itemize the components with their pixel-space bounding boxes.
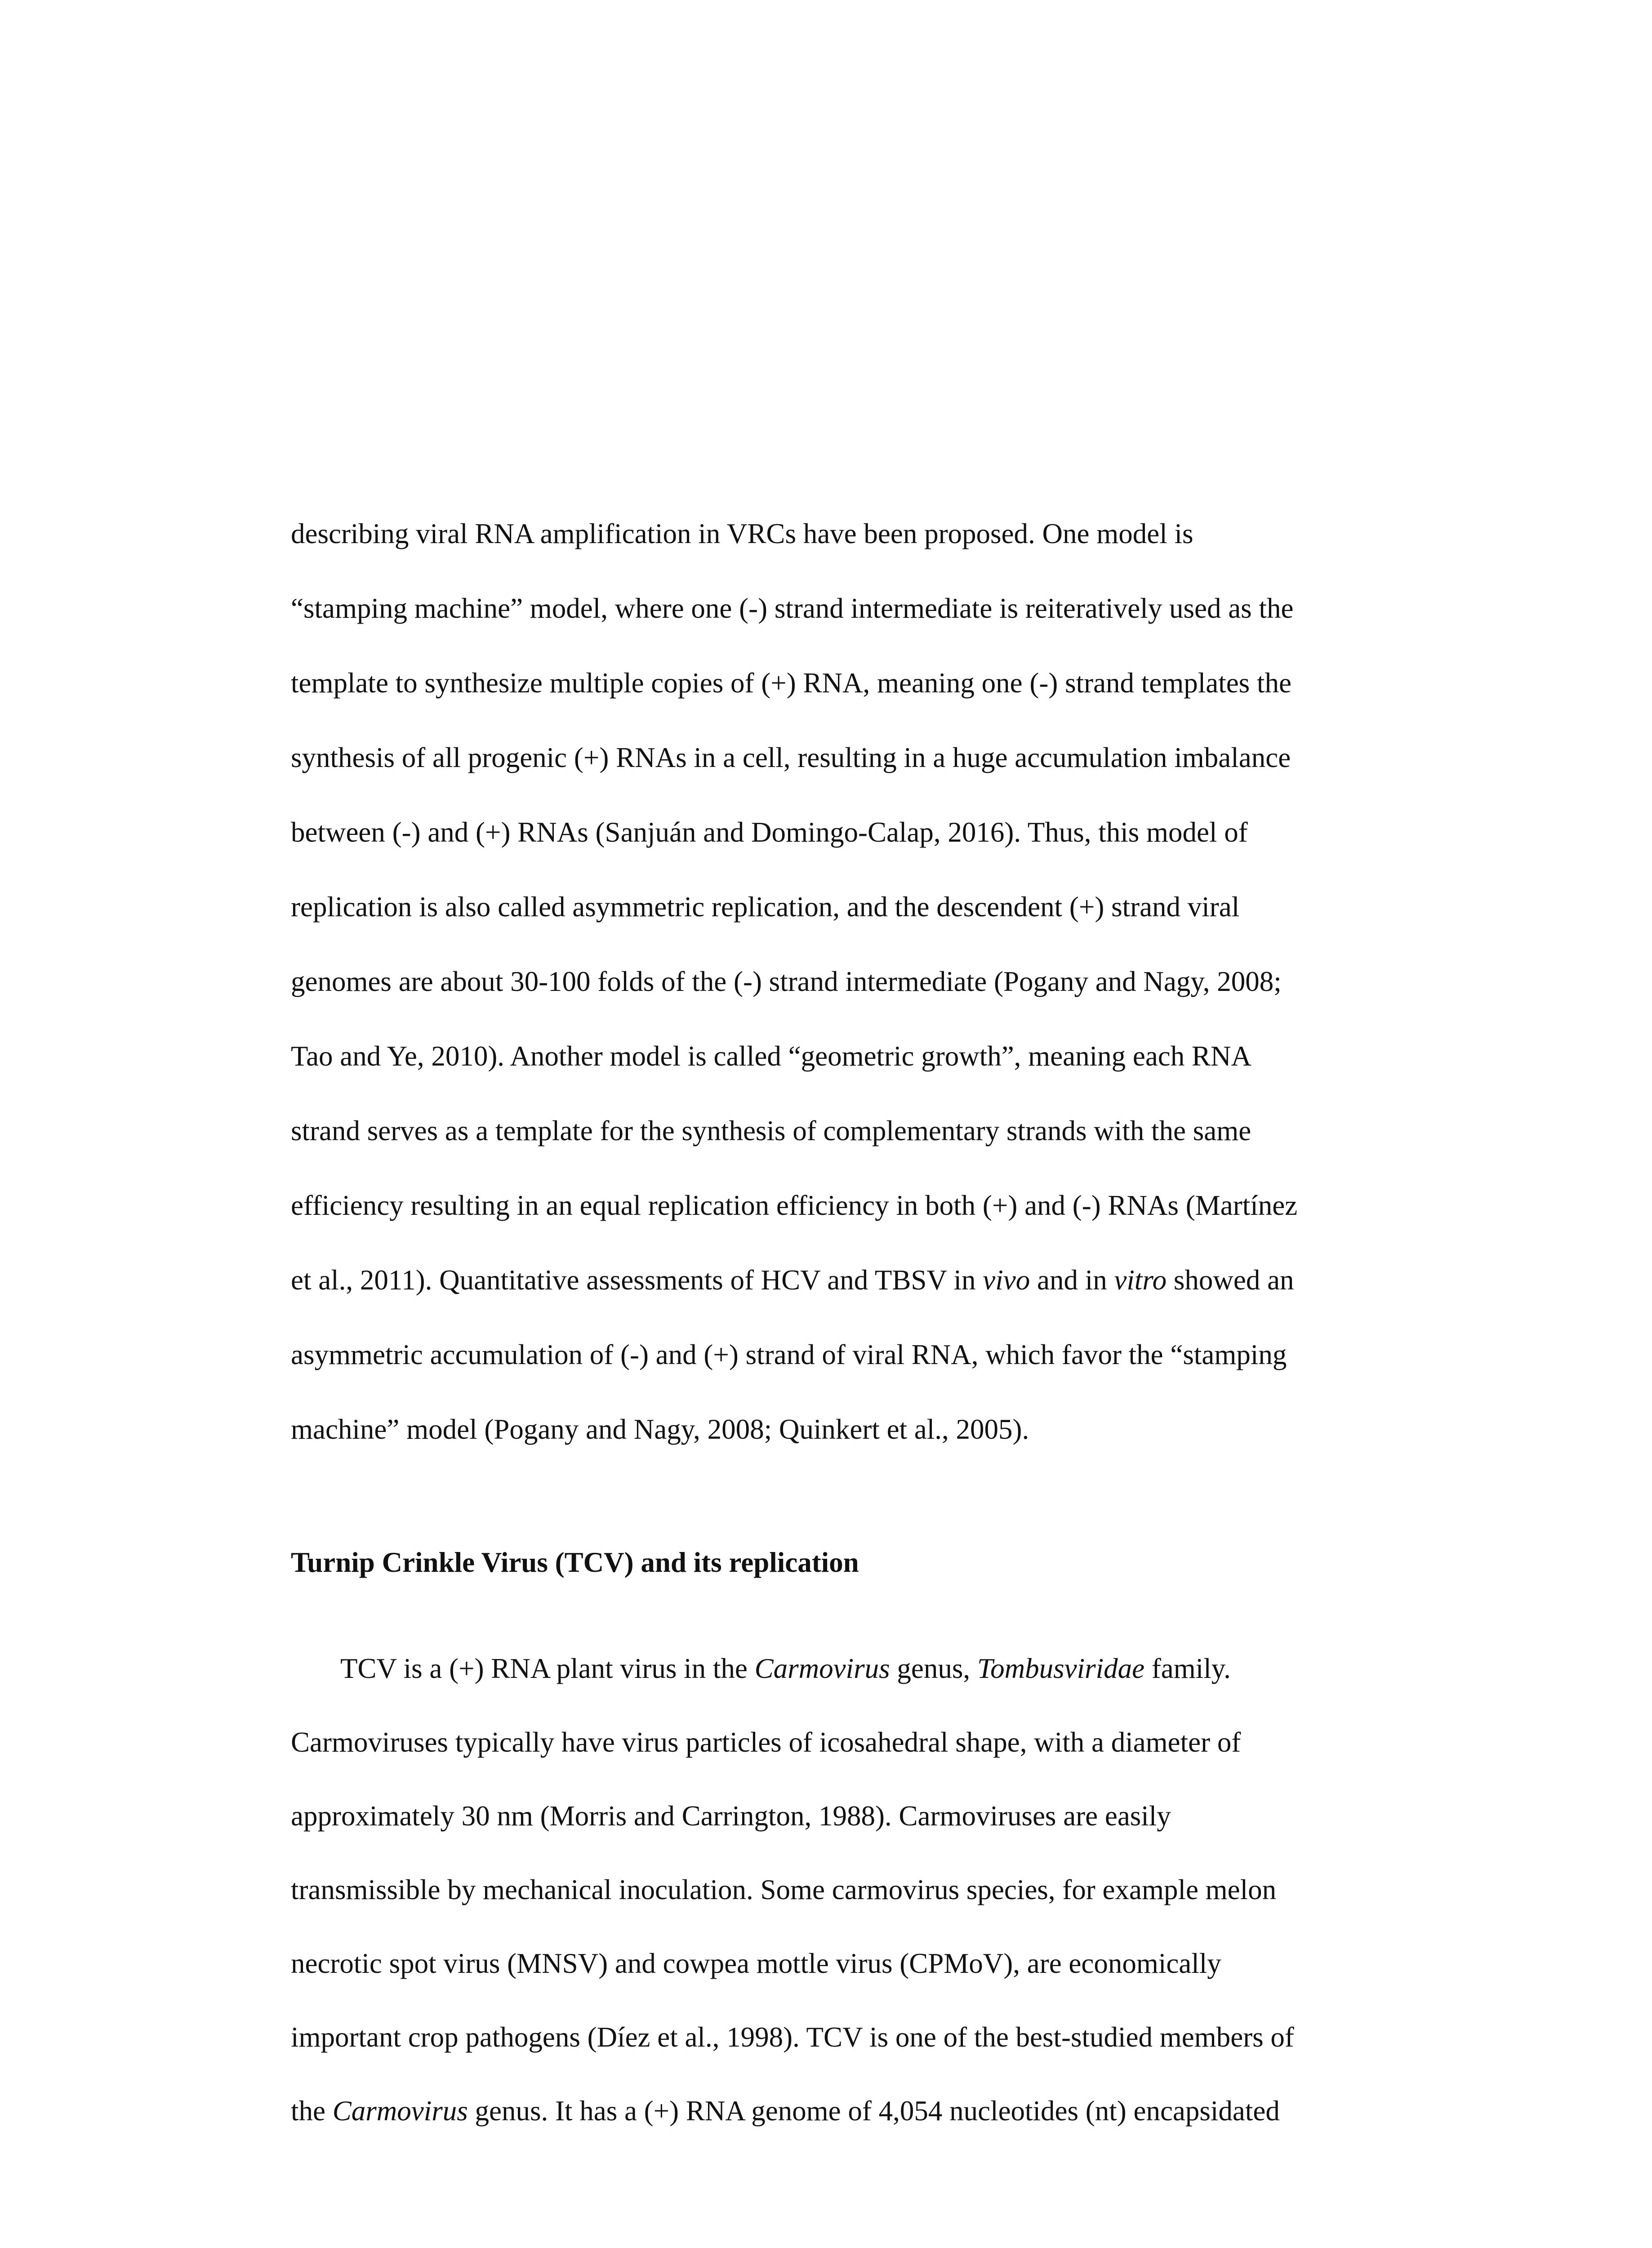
text-line: template to synthesize multiple copies of (+) RNA, meaning one (-) strand templates the xyxy=(291,667,1291,699)
text-segment: TCV is a (+) RNA plant virus in the xyxy=(340,1653,755,1684)
italic-genus-name: Carmovirus xyxy=(754,1653,890,1684)
text-line: “stamping machine” model, where one (-) strand intermediate is reiteratively used as the xyxy=(291,593,1294,624)
text-line: necrotic spot virus (MNSV) and cowpea mottle virus (CPMoV), are economically xyxy=(291,1948,1221,1979)
paragraph-tcv-description xyxy=(291,1653,1442,2169)
text-segment: family. xyxy=(1144,1653,1231,1684)
text-line: Carmoviruses typically have virus particles of icosahedral shape, with a diameter of xyxy=(291,1726,1241,1758)
text-line: efficiency resulting in an equal replication efficiency in both (+) and (-) RNAs (Martínez xyxy=(291,1190,1298,1221)
text-line: machine” model (Pogany and Nagy, 2008; Quinkert et al., 2005). xyxy=(291,1414,1029,1445)
text-segment: and in xyxy=(1030,1264,1114,1296)
italic-genus-name: Carmovirus xyxy=(332,2095,468,2127)
paragraph-replication-models xyxy=(291,518,1442,1488)
text-segment: the xyxy=(291,2095,333,2127)
italic-term-vivo: vivo xyxy=(983,1264,1030,1296)
text-segment: genus, xyxy=(890,1653,977,1684)
text-line: asymmetric accumulation of (-) and (+) strand of viral RNA, which favor the “stamping xyxy=(291,1339,1287,1370)
italic-family-name: Tombusviridae xyxy=(977,1653,1145,1684)
text-segment: et al., 2011). Quantitative assessments of HCV and TBSV in xyxy=(291,1264,983,1296)
text-line: between (-) and (+) RNAs (Sanjuán and Domingo-Calap, 2016). Thus, this model of xyxy=(291,816,1248,848)
text-segment: showed an xyxy=(1167,1264,1294,1296)
text-line: genomes are about 30-100 folds of the (-) strand intermediate (Pogany and Nagy, 2008; xyxy=(291,966,1282,997)
text-line xyxy=(291,2095,1442,2127)
text-segment: genus. It has a (+) RNA genome of 4,054 nucleotides (nt) encapsidated xyxy=(468,2095,1280,2127)
text-line: important crop pathogens (Díez et al., 1998). TCV is one of the best-studied members of xyxy=(291,2021,1294,2053)
text-line: synthesis of all progenic (+) RNAs in a cell, resulting in a huge accumulation imbalance xyxy=(291,742,1291,773)
italic-term-vitro: vitro xyxy=(1114,1264,1167,1296)
text-line: transmissible by mechanical inoculation. Some carmovirus species, for example melon xyxy=(291,1874,1277,1905)
section-heading: Turnip Crinkle Virus (TCV) and its replication xyxy=(291,1547,859,1578)
text-line: Tao and Ye, 2010). Another model is called “geometric growth”, meaning each RNA xyxy=(291,1040,1252,1072)
text-line: approximately 30 nm (Morris and Carrington, 1988). Carmoviruses are easily xyxy=(291,1800,1171,1832)
text-line xyxy=(291,1653,1442,1684)
text-line xyxy=(291,1264,1442,1296)
text-line: replication is also called asymmetric replication, and the descendent (+) strand viral xyxy=(291,891,1240,923)
text-line: strand serves as a template for the synthesis of complementary strands with the same xyxy=(291,1115,1251,1146)
text-line: describing viral RNA amplification in VRCs have been proposed. One model is xyxy=(291,518,1193,549)
